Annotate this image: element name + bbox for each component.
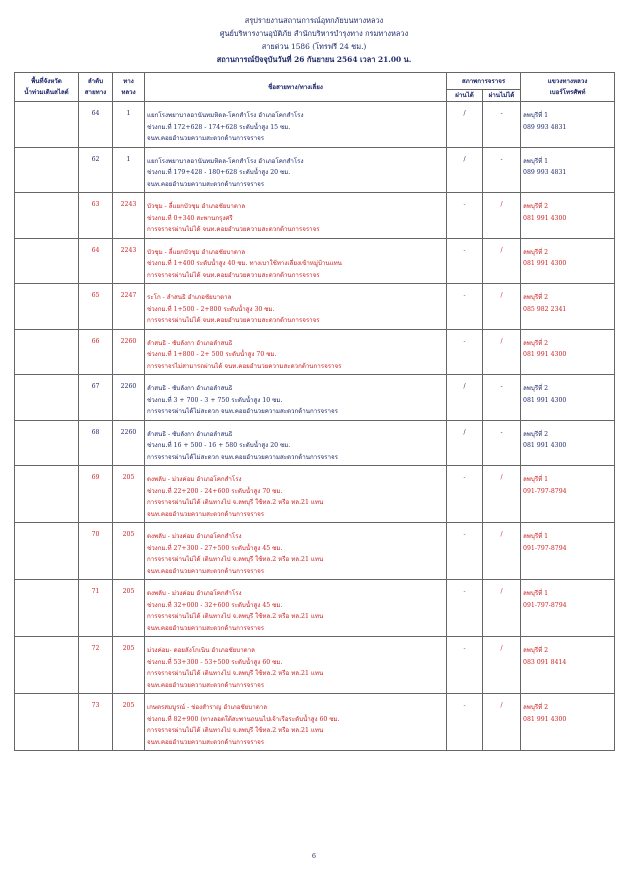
office-name: ลพบุรีที่ 2: [523, 203, 549, 210]
col-status: สภาพการจราจร: [447, 73, 521, 90]
province-cell: [15, 284, 79, 330]
route-name-cell: [145, 420, 447, 466]
hotline: สายด่วน 1586 (โทรฟรี 24 ชม.): [261, 42, 367, 51]
route-detail-line: ระโก - ลำสนธิ อำเภอชัยบาดาล: [147, 294, 232, 301]
pass-cell: /: [447, 420, 483, 466]
route-detail-line: จนท.คอยอำนวยความสะดวกด้านการจราจร: [147, 681, 265, 689]
route-cell: 1: [113, 102, 145, 148]
route-detail-line: การจราจรผ่านไม่ได้ เดินทางไป จ.ลพบุรี ใช้ทล.2 หรือ ทล.21 แทน: [147, 556, 324, 563]
office-phone: 081 991 4300: [523, 396, 567, 404]
office-cell: [521, 329, 615, 375]
office-phone: 081 991 4300: [523, 442, 567, 449]
page-number: 6: [311, 852, 317, 860]
route-detail-line: การจราจรผ่านได้ไม่สะดวก จนท.คอยอำนวยความสะดวกด้านการจราจร: [147, 453, 338, 461]
pass-cell: -: [447, 466, 483, 523]
nopass-cell: -: [483, 375, 521, 421]
route-detail-line: ช่วงกม.ที่ 179+428 - 180+628 ระดับน้ำสูง 20 ซม.: [147, 169, 291, 176]
office-name: ลพบุรีที่ 2: [523, 704, 549, 711]
office-cell: [521, 102, 615, 148]
office-cell: [521, 193, 615, 239]
route-detail-line: ช่วงกม.ที่ 1+500 - 2+800 ระดับน้ำสูง 30 ซม.: [147, 305, 275, 313]
province-cell: [15, 523, 79, 580]
col-route: ทาง หลวง: [113, 73, 145, 102]
table-row: [15, 523, 615, 580]
route-name-cell: [145, 193, 447, 239]
route-detail-line: ช่วงกม.ที่ 53+300 - 53+500 ระดับน้ำสูง 60 ซม.: [147, 658, 283, 666]
seq-cell: 69: [79, 466, 113, 523]
pass-cell: /: [447, 147, 483, 193]
route-detail-line: จนท.คอยอำนวยความสะดวกด้านการจราจร: [147, 738, 265, 746]
nopass-cell: -: [483, 420, 521, 466]
nopass-cell: /: [483, 637, 521, 694]
nopass-cell: /: [483, 284, 521, 330]
office-phone: 089 993 4831: [523, 123, 567, 131]
office-phone: 091-797-8794: [523, 544, 567, 552]
route-detail-line: ช่วงกม.ที่ 82+900 (ทางลอดใต้สะพานถนนไปเจ้าเรือระดับน้ำสูง 60 ซม.: [147, 715, 340, 723]
table-row: [15, 102, 615, 148]
pass-cell: -: [447, 694, 483, 751]
report-title: สรุปรายงานสถานการณ์อุทกภัยบนทางหลวง: [244, 16, 384, 25]
route-detail-line: ม่วงค่อม- ดอยลังโกเนิน อำเภอชัยบาดาล: [147, 647, 255, 654]
route-detail-line: แยกโรงพยาบาลอานันทมหิดล-โคกสำโรง อำเภอโคกสำโรง: [147, 157, 304, 165]
office-phone: 081 991 4300: [523, 351, 567, 358]
route-detail-line: การจราจรผ่านไม่ได้ จนท.คอยอำนวยความสะดวกด้านการจราจร: [147, 271, 320, 279]
table-row: [15, 637, 615, 694]
nopass-cell: /: [483, 466, 521, 523]
pass-cell: -: [447, 523, 483, 580]
route-name-cell: [145, 147, 447, 193]
route-detail-line: ช่วงกม.ที่ 172+628 - 174+628 ระดับน้ำสูง 15 ซม.: [147, 123, 291, 131]
office-phone: 091-797-8794: [523, 487, 567, 495]
office-cell: [521, 637, 615, 694]
route-detail-line: จนท.คอยอำนวยความสะดวกด้านการจราจร: [147, 180, 265, 188]
office-cell: [521, 466, 615, 523]
route-detail-line: ดงพลับ - ม่วงค่อม อำเภอโคกสำโรง: [147, 590, 242, 597]
office-cell: [521, 375, 615, 421]
seq-cell: 70: [79, 523, 113, 580]
route-cell: 205: [113, 523, 145, 580]
col-office: แขวงทางหลวง เบอร์โทรศัพท์: [521, 73, 615, 102]
route-detail-line: ลำสนธิ - ซับลังกา อำเภอลำสนธิ: [147, 339, 233, 347]
route-detail-line: แยกโรงพยาบาลอานันทมหิดล-โคกสำโรง อำเภอโคกสำโรง: [147, 112, 304, 119]
province-cell: [15, 637, 79, 694]
office-name: ลพบุรีที่ 2: [523, 647, 549, 654]
table-row: [15, 284, 615, 330]
office-name: ลพบุรีที่ 1: [523, 112, 549, 119]
route-detail-line: ช่วงกม.ที่ 32+000 - 32+600 ระดับน้ำสูง 45 ซม.: [147, 601, 283, 609]
nopass-cell: /: [483, 523, 521, 580]
route-cell: 205: [113, 637, 145, 694]
route-cell: 1: [113, 147, 145, 193]
route-detail-line: การจราจรไม่สามารถผ่านได้ จนท.คอยอำนวยความสะดวกด้านการจราจร: [147, 362, 342, 370]
route-detail-line: ช่วงกม.ที่ 27+300 - 27+500 ระดับน้ำสูง 45 ซม.: [147, 544, 283, 552]
office-name: ลพบุรีที่ 1: [523, 157, 549, 165]
pass-cell: -: [447, 284, 483, 330]
office-name: ลพบุรีที่ 2: [523, 294, 549, 301]
office-phone: 091-797-8794: [523, 601, 567, 609]
route-cell: 2243: [113, 238, 145, 284]
office-cell: [521, 238, 615, 284]
province-cell: [15, 102, 79, 148]
office-cell: [521, 523, 615, 580]
office-name: ลพบุรีที่ 1: [523, 590, 549, 597]
route-detail-line: ช่วงกม.ที่ 16 + 500 - 16 + 580 ระดับน้ำสูง 20 ซม.: [147, 442, 291, 449]
nopass-cell: /: [483, 329, 521, 375]
table-row: [15, 420, 615, 466]
route-cell: 205: [113, 466, 145, 523]
office-name: ลพบุรีที่ 2: [523, 430, 549, 438]
province-cell: [15, 147, 79, 193]
table-row: [15, 580, 615, 637]
route-detail-line: การจราจรผ่านไม่ได้ เดินทางไป จ.ลพบุรี ใช้ทล.2 หรือ ทล.21 แทน: [147, 727, 324, 734]
route-detail-line: จนท.คอยอำนวยความสะดวกด้านการจราจร: [147, 510, 265, 518]
route-cell: 2260: [113, 420, 145, 466]
seq-cell: 71: [79, 580, 113, 637]
pass-cell: /: [447, 102, 483, 148]
route-detail-line: ดงพลับ - ม่วงค่อม อำเภอโคกสำโรง: [147, 533, 242, 540]
route-cell: 205: [113, 580, 145, 637]
route-name-cell: [145, 466, 447, 523]
seq-cell: 72: [79, 637, 113, 694]
route-detail-line: การจราจรผ่านไม่ได้ เดินทางไป จ.ลพบุรี ใช้ทล.2 หรือ ทล.21 แทน: [147, 613, 324, 620]
route-detail-line: จนท.คอยอำนวยความสะดวกด้านการจราจร: [147, 624, 265, 632]
table-row: [15, 147, 615, 193]
seq-cell: 66: [79, 329, 113, 375]
office-cell: [521, 420, 615, 466]
pass-cell: -: [447, 329, 483, 375]
route-name-cell: [145, 580, 447, 637]
pass-cell: -: [447, 193, 483, 239]
col-nopass: ผ่านไม่ได้: [483, 90, 521, 102]
route-detail-line: จนท.คอยอำนวยความสะดวกด้านการจราจร: [147, 135, 265, 142]
route-detail-line: ดงพลับ - ม่วงค่อม อำเภอโคกสำโรง: [147, 476, 242, 483]
route-cell: 2247: [113, 284, 145, 330]
route-detail-line: การจราจรผ่านได้ไม่สะดวก จนท.คอยอำนวยความสะดวกด้านการจราจร: [147, 408, 338, 415]
route-detail-line: ช่วงกม.ที่ 1+400 ระดับน้ำสูง 40 ซม. ทางเบาใช้ทางเลี่ยงเข้าหมู่บ้านแทน: [147, 260, 342, 267]
province-cell: [15, 375, 79, 421]
status-datetime: สถานการณ์ปัจจุบันวันที่ 26 กันยายน 2564 เวลา 21.00 น.: [216, 55, 412, 64]
nopass-cell: /: [483, 238, 521, 284]
nopass-cell: /: [483, 694, 521, 751]
province-cell: [15, 580, 79, 637]
route-name-cell: [145, 637, 447, 694]
route-cell: 2243: [113, 193, 145, 239]
route-detail-line: ช่วงกม.ที่ 0+340 สะพานกรุงศรี: [147, 214, 233, 222]
office-phone: 081 991 4300: [523, 214, 567, 222]
province-cell: [15, 694, 79, 751]
office-phone: 089 993 4831: [523, 169, 567, 176]
route-cell: 2260: [113, 329, 145, 375]
nopass-cell: -: [483, 147, 521, 193]
office-cell: [521, 580, 615, 637]
province-cell: [15, 466, 79, 523]
province-cell: [15, 329, 79, 375]
seq-cell: 65: [79, 284, 113, 330]
office-phone: 083 091 8414: [523, 658, 567, 666]
office-phone: 081 991 4300: [523, 715, 567, 723]
table-row: [15, 238, 615, 284]
route-detail-line: ลำสนธิ - ซับลังกา อำเภอลำสนธิ: [147, 385, 233, 392]
route-detail-line: การจราจรผ่านไม่ได้ เดินทางไป จ.ลพบุรี ใช้ทล.2 หรือ ทล.21 แทน: [147, 499, 324, 506]
route-detail-line: บัวชุม - ลี้แยกบัวชุม อำเภอชัยบาดาล: [147, 203, 246, 210]
col-province: พื้นที่จังหวัด น้ำท่วมเดินสไลด์: [15, 73, 79, 102]
nopass-cell: /: [483, 580, 521, 637]
route-name-cell: [145, 375, 447, 421]
route-name-cell: [145, 102, 447, 148]
nopass-cell: -: [483, 102, 521, 148]
seq-cell: 68: [79, 420, 113, 466]
route-detail-line: ช่วงกม.ที่ 1+800 - 2+ 500 ระดับน้ำสูง 70 ซม.: [147, 351, 277, 358]
table-row: [15, 694, 615, 751]
route-detail-line: ช่วงกม.ที่ 22+200 - 24+600 ระดับน้ำสูง 70 ซม.: [147, 487, 283, 495]
province-cell: [15, 193, 79, 239]
route-detail-line: ลำสนธิ - ซับลังกา อำเภอลำสนธิ: [147, 430, 233, 438]
seq-cell: 64: [79, 102, 113, 148]
col-pass: ผ่านได้: [447, 90, 483, 102]
report-subtitle: ศูนย์บริหารงานอุบัติภัย สำนักบริหารบำรุงทาง กรมทางหลวง: [219, 29, 409, 38]
seq-cell: 63: [79, 193, 113, 239]
pass-cell: /: [447, 375, 483, 421]
office-name: ลพบุรีที่ 2: [523, 248, 549, 256]
office-cell: [521, 694, 615, 751]
route-name-cell: [145, 284, 447, 330]
seq-cell: 62: [79, 147, 113, 193]
route-name-cell: [145, 523, 447, 580]
table-row: [15, 193, 615, 239]
route-detail-line: บัวชุม - ลี้แยกบัวชุม อำเภอชัยบาดาล: [147, 248, 246, 256]
office-phone: 081 991 4300: [523, 260, 567, 267]
office-cell: [521, 147, 615, 193]
pass-cell: -: [447, 580, 483, 637]
table-row: [15, 375, 615, 421]
nopass-cell: /: [483, 193, 521, 239]
seq-cell: 64: [79, 238, 113, 284]
seq-cell: 73: [79, 694, 113, 751]
route-cell: 2260: [113, 375, 145, 421]
route-detail-line: ช่วงกม.ที่ 3 + 700 - 3 + 750 ระดับน้ำสูง 10 ซม.: [147, 396, 283, 404]
province-cell: [15, 420, 79, 466]
route-detail-line: จนท.คอยอำนวยความสะดวกด้านการจราจร: [147, 567, 265, 575]
table-row: [15, 329, 615, 375]
flood-status-table: [14, 72, 615, 751]
route-detail-line: เกษตรสมบูรณ์ - ช่องสำราญ อำเภอชัยบาดาล: [147, 704, 267, 711]
route-detail-line: การจราจรผ่านไม่ได้ จนท.คอยอำนวยความสะดวกด้านการจราจร: [147, 317, 320, 324]
route-detail-line: การจราจรผ่านไม่ได้ จนท.คอยอำนวยความสะดวกด้านการจราจร: [147, 226, 320, 233]
office-phone: 085 982 2341: [523, 305, 567, 313]
office-name: ลพบุรีที่ 1: [523, 533, 549, 540]
pass-cell: -: [447, 238, 483, 284]
route-detail-line: การจราจรผ่านไม่ได้ เดินทางไป จ.ลพบุรี ใช้ทล.2 หรือ ทล.21 แทน: [147, 670, 324, 677]
office-name: ลพบุรีที่ 2: [523, 339, 549, 347]
route-cell: 205: [113, 694, 145, 751]
pass-cell: -: [447, 637, 483, 694]
route-name-cell: [145, 694, 447, 751]
route-name-cell: [145, 238, 447, 284]
office-cell: [521, 284, 615, 330]
col-seq: ลำดับ สายทาง: [79, 73, 113, 102]
seq-cell: 67: [79, 375, 113, 421]
office-name: ลพบุรีที่ 2: [523, 385, 549, 392]
col-name: ชื่อสายทาง/ทางเลี่ยง: [145, 73, 447, 102]
office-name: ลพบุรีที่ 1: [523, 476, 549, 483]
route-name-cell: [145, 329, 447, 375]
province-cell: [15, 238, 79, 284]
table-row: [15, 466, 615, 523]
